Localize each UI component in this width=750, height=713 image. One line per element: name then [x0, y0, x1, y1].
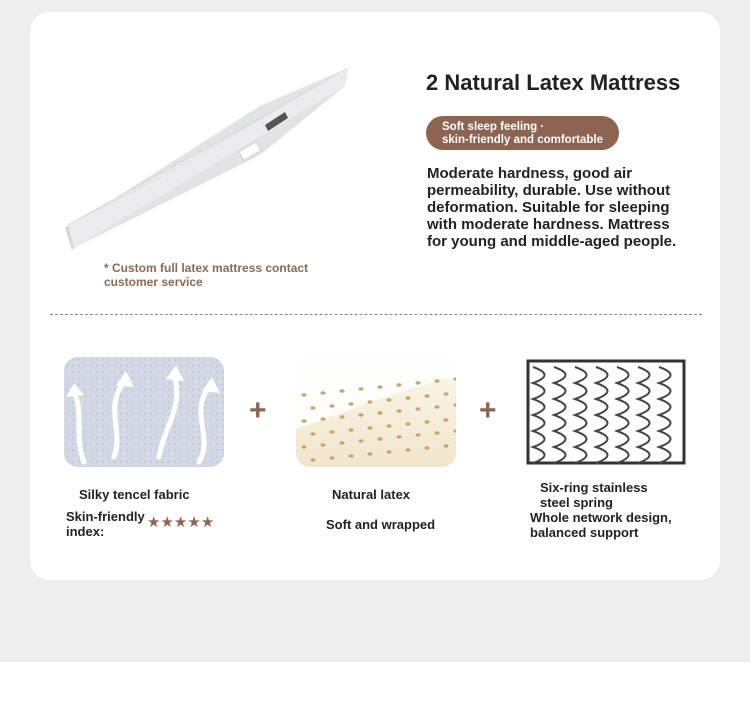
latex-hole — [386, 398, 391, 402]
fabric-image — [64, 357, 224, 467]
latex-hole — [358, 413, 363, 417]
latex-hole — [329, 404, 334, 408]
mattress-image — [60, 60, 360, 260]
latex-hole — [348, 454, 353, 458]
star-icon: ★ — [173, 514, 188, 531]
latex-hole — [301, 393, 306, 397]
star-icon: ★ — [160, 514, 174, 531]
latex-hole — [424, 420, 429, 424]
latex-hole — [424, 394, 429, 398]
latex-hole — [453, 429, 456, 433]
latex-hole — [405, 396, 410, 400]
latex-hole — [443, 392, 448, 396]
page-title: 2 Natural Latex Mattress — [426, 70, 681, 95]
product-description: Moderate hardness, good air permeability, durable. Use without deformation. Suitable for sleeping with moderate hardness. Mattress for young and middle-aged people. — [427, 165, 677, 250]
feature-badge-line1: Soft sleep feeling · — [442, 121, 545, 133]
latex-hole — [415, 407, 420, 411]
latex-hole — [310, 432, 315, 436]
latex-hole — [367, 452, 372, 456]
layer-1-rating-label: Skin-friendly index: — [66, 509, 145, 539]
latex-hole — [339, 415, 344, 419]
latex-hole — [443, 418, 448, 422]
latex-hole — [320, 391, 325, 395]
rating-stars — [147, 513, 214, 531]
latex-hole — [377, 385, 382, 389]
layer-3-detail: Whole network design, balanced support — [530, 510, 672, 540]
latex-hole — [377, 411, 382, 415]
latex-hole — [434, 431, 439, 435]
custom-note: * Custom full latex mattress contact customer service — [104, 261, 309, 289]
star-icon: ★ — [147, 514, 161, 531]
spring-image — [526, 357, 686, 467]
latex-hole — [396, 435, 401, 439]
latex-hole — [377, 437, 382, 441]
plus-icon: + — [479, 394, 497, 427]
latex-hole — [320, 417, 325, 421]
feature-badge — [426, 116, 619, 150]
latex-hole — [434, 379, 439, 383]
latex-image — [296, 357, 456, 467]
latex-hole — [405, 422, 410, 426]
latex-hole — [453, 403, 456, 407]
latex-hole — [367, 426, 372, 430]
layer-3-name: Six-ring stainless steel spring — [540, 480, 648, 510]
latex-hole — [358, 439, 363, 443]
latex-hole — [415, 381, 420, 385]
latex-hole — [415, 433, 420, 437]
star-icon: ★ — [200, 514, 215, 531]
latex-hole — [434, 405, 439, 409]
latex-hole — [453, 377, 456, 381]
layer-2-name: Natural latex — [332, 487, 411, 502]
latex-hole — [339, 441, 344, 445]
latex-hole — [329, 430, 334, 434]
latex-hole — [443, 444, 448, 448]
latex-hole — [348, 428, 353, 432]
dashed-divider — [50, 314, 702, 315]
latex-hole — [339, 389, 344, 393]
latex-hole — [396, 409, 401, 413]
latex-hole — [320, 443, 325, 447]
latex-hole — [386, 424, 391, 428]
layer-1-name: Silky tencel fabric — [79, 487, 190, 502]
latex-hole — [329, 456, 334, 460]
star-icon: ★ — [187, 514, 201, 531]
latex-hole — [367, 400, 372, 404]
plus-icon: + — [249, 394, 267, 427]
latex-hole — [358, 387, 363, 391]
latex-hole — [310, 406, 315, 410]
latex-hole — [405, 448, 410, 452]
latex-hole — [301, 445, 306, 449]
latex-hole — [348, 402, 353, 406]
latex-hole — [386, 450, 391, 454]
layer-2-detail: Soft and wrapped — [326, 517, 436, 532]
latex-hole — [424, 446, 429, 450]
latex-hole — [396, 383, 401, 387]
latex-hole — [301, 419, 306, 423]
latex-hole — [310, 458, 315, 462]
feature-badge-line2: skin-friendly and comfortable — [442, 134, 604, 146]
